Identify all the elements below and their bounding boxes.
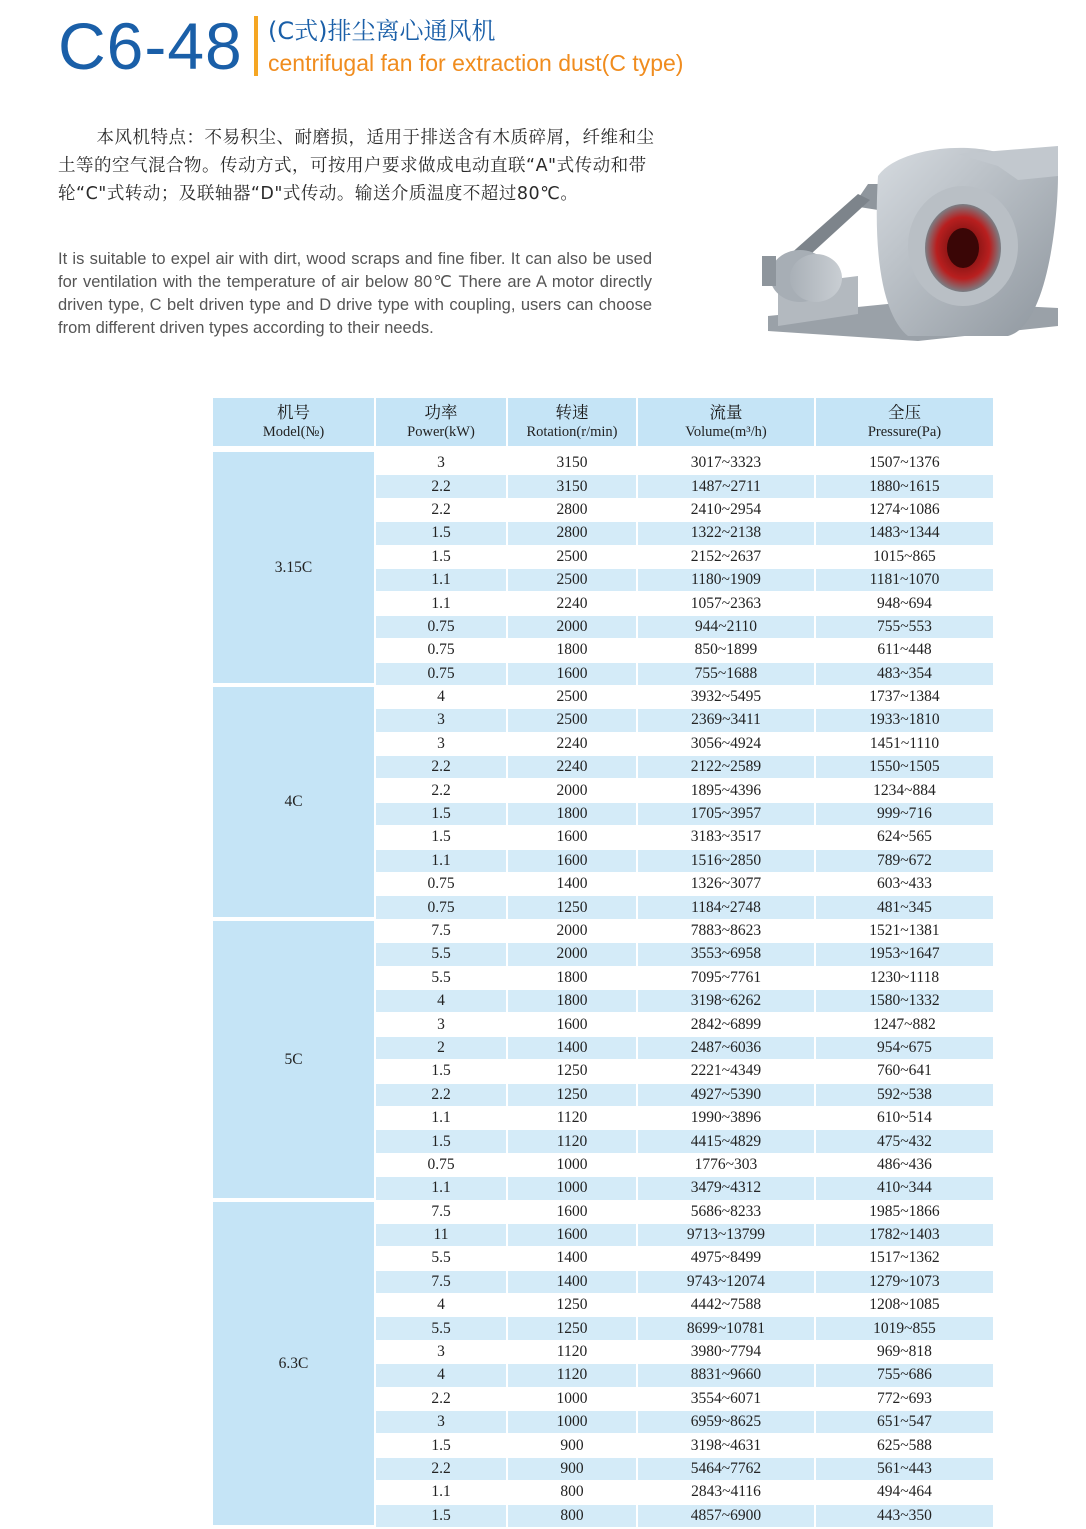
power-cell: 1.1 — [375, 1106, 507, 1129]
title-english: centrifugal fan for extraction dust(C type) — [268, 50, 684, 76]
volume-cell: 2842~6899 — [637, 1013, 815, 1036]
header-volume — [637, 398, 815, 449]
volume-cell: 2221~4349 — [637, 1060, 815, 1083]
table-row — [213, 919, 993, 942]
power-cell: 1.5 — [375, 826, 507, 849]
rotation-cell: 2000 — [507, 943, 637, 966]
volume-cell: 4415~4829 — [637, 1130, 815, 1153]
rotation-cell: 1400 — [507, 1270, 637, 1293]
rotation-cell: 2500 — [507, 685, 637, 708]
rotation-cell: 2000 — [507, 919, 637, 942]
pressure-cell: 603~433 — [815, 873, 993, 896]
rotation-cell: 2000 — [507, 615, 637, 638]
power-cell: 0.75 — [375, 639, 507, 662]
header-cn: 转速 — [555, 403, 589, 422]
power-cell: 2 — [375, 1036, 507, 1059]
volume-cell: 2410~2954 — [637, 498, 815, 521]
power-cell: 1.1 — [375, 592, 507, 615]
rotation-cell: 1600 — [507, 849, 637, 872]
pressure-cell: 772~693 — [815, 1387, 993, 1410]
pressure-cell: 625~588 — [815, 1434, 993, 1457]
rotation-cell: 3150 — [507, 449, 637, 475]
volume-cell: 3056~4924 — [637, 732, 815, 755]
power-cell: 0.75 — [375, 662, 507, 685]
model-cell: 6.3C — [213, 1200, 375, 1527]
rotation-cell: 1400 — [507, 1247, 637, 1270]
rotation-cell: 2240 — [507, 756, 637, 779]
power-cell: 5.5 — [375, 966, 507, 989]
table-row — [213, 1200, 993, 1223]
power-cell: 0.75 — [375, 873, 507, 896]
header-cn: 功率 — [424, 403, 458, 422]
volume-cell: 9713~13799 — [637, 1223, 815, 1246]
power-cell: 0.75 — [375, 1153, 507, 1176]
power-cell: 1.5 — [375, 1130, 507, 1153]
rotation-cell: 1120 — [507, 1340, 637, 1363]
volume-cell: 4927~5390 — [637, 1083, 815, 1106]
rotation-cell: 1120 — [507, 1130, 637, 1153]
power-cell: 1.5 — [375, 802, 507, 825]
rotation-cell: 1400 — [507, 1036, 637, 1059]
pressure-cell: 1019~855 — [815, 1317, 993, 1340]
spec-table — [213, 398, 993, 1529]
volume-cell: 3198~6262 — [637, 989, 815, 1012]
rotation-cell: 1250 — [507, 1083, 637, 1106]
pressure-cell: 610~514 — [815, 1106, 993, 1129]
pressure-cell: 481~345 — [815, 896, 993, 919]
rotation-cell: 1000 — [507, 1153, 637, 1176]
pressure-cell: 611~448 — [815, 639, 993, 662]
rotation-cell: 1600 — [507, 1013, 637, 1036]
rotation-cell: 1250 — [507, 1294, 637, 1317]
pressure-cell: 624~565 — [815, 826, 993, 849]
power-cell: 2.2 — [375, 1457, 507, 1480]
pressure-cell: 1234~884 — [815, 779, 993, 802]
power-cell: 0.75 — [375, 896, 507, 919]
header-en: Rotation(r/min) — [526, 424, 618, 440]
volume-cell: 2843~4116 — [637, 1481, 815, 1504]
header-pressure — [815, 398, 993, 449]
volume-cell: 3932~5495 — [637, 685, 815, 708]
pressure-cell: 755~686 — [815, 1364, 993, 1387]
power-cell: 0.75 — [375, 615, 507, 638]
header-cn: 全压 — [888, 403, 921, 422]
power-cell: 3 — [375, 1411, 507, 1434]
power-cell: 5.5 — [375, 1247, 507, 1270]
pressure-cell: 561~443 — [815, 1457, 993, 1480]
power-cell: 4 — [375, 989, 507, 1012]
volume-cell: 3183~3517 — [637, 826, 815, 849]
volume-cell: 7883~8623 — [637, 919, 815, 942]
pressure-cell: 410~344 — [815, 1177, 993, 1200]
table-body — [213, 449, 993, 1527]
title-chinese: (C式)排尘离心通风机 — [268, 17, 496, 45]
header-en: Model(№) — [262, 424, 325, 440]
table-row — [213, 685, 993, 708]
rotation-cell: 800 — [507, 1481, 637, 1504]
header-model — [213, 398, 375, 449]
rotation-cell: 2800 — [507, 498, 637, 521]
pressure-cell: 1507~1376 — [815, 449, 993, 475]
volume-cell: 1326~3077 — [637, 873, 815, 896]
model-cell: 3.15C — [213, 449, 375, 685]
power-cell: 3 — [375, 1340, 507, 1363]
header-cn: 流量 — [709, 403, 743, 422]
volume-cell: 2152~2637 — [637, 545, 815, 568]
volume-cell: 7095~7761 — [637, 966, 815, 989]
power-cell: 1.5 — [375, 1060, 507, 1083]
volume-cell: 1322~2138 — [637, 522, 815, 545]
pressure-cell: 1521~1381 — [815, 919, 993, 942]
power-cell: 4 — [375, 1364, 507, 1387]
rotation-cell: 1120 — [507, 1106, 637, 1129]
power-cell: 4 — [375, 685, 507, 708]
volume-cell: 3198~4631 — [637, 1434, 815, 1457]
power-cell: 4 — [375, 1294, 507, 1317]
volume-cell: 5686~8233 — [637, 1200, 815, 1223]
volume-cell: 1895~4396 — [637, 779, 815, 802]
volume-cell: 4975~8499 — [637, 1247, 815, 1270]
description-english: It is suitable to expel air with dirt, wood scraps and fine fiber. It can also be used for ventilation with the temperature of air below 80℃ There are A motor directly driven type, C belt driven type and D drive type with coupling, users can choose from different driven types according to their needs. — [58, 250, 652, 337]
power-cell: 3 — [375, 732, 507, 755]
volume-cell: 850~1899 — [637, 639, 815, 662]
model-cell: 5C — [213, 919, 375, 1200]
power-cell: 1.5 — [375, 545, 507, 568]
rotation-cell: 1600 — [507, 826, 637, 849]
rotation-cell: 2000 — [507, 779, 637, 802]
volume-cell: 1057~2363 — [637, 592, 815, 615]
header-en: Pressure(Pa) — [867, 424, 942, 440]
power-cell: 1.1 — [375, 1481, 507, 1504]
volume-cell: 9743~12074 — [637, 1270, 815, 1293]
centrifugal-fan-icon — [758, 136, 1064, 356]
title-divider — [254, 16, 258, 76]
pressure-cell: 1880~1615 — [815, 475, 993, 498]
pressure-cell: 1933~1810 — [815, 709, 993, 732]
volume-cell: 8831~9660 — [637, 1364, 815, 1387]
header-en: Power(kW) — [407, 424, 475, 440]
volume-cell: 2122~2589 — [637, 756, 815, 779]
rotation-cell: 900 — [507, 1434, 637, 1457]
power-cell: 1.1 — [375, 568, 507, 591]
rotation-cell: 1120 — [507, 1364, 637, 1387]
pressure-cell: 443~350 — [815, 1504, 993, 1527]
power-cell: 7.5 — [375, 1200, 507, 1223]
rotation-cell: 1800 — [507, 802, 637, 825]
rotation-cell: 1800 — [507, 989, 637, 1012]
pressure-cell: 954~675 — [815, 1036, 993, 1059]
pressure-cell: 1953~1647 — [815, 943, 993, 966]
volume-cell: 3980~7794 — [637, 1340, 815, 1363]
pressure-cell: 1181~1070 — [815, 568, 993, 591]
rotation-cell: 2800 — [507, 522, 637, 545]
rotation-cell: 1800 — [507, 639, 637, 662]
rotation-cell: 2500 — [507, 568, 637, 591]
power-cell: 7.5 — [375, 1270, 507, 1293]
rotation-cell: 1250 — [507, 1060, 637, 1083]
table-header-row — [213, 398, 993, 449]
rotation-cell: 1000 — [507, 1387, 637, 1410]
rotation-cell: 1000 — [507, 1411, 637, 1434]
pressure-cell: 1279~1073 — [815, 1270, 993, 1293]
volume-cell: 1180~1909 — [637, 568, 815, 591]
power-cell: 2.2 — [375, 475, 507, 498]
volume-cell: 2369~3411 — [637, 709, 815, 732]
rotation-cell: 2500 — [507, 709, 637, 732]
pressure-cell: 1517~1362 — [815, 1247, 993, 1270]
pressure-cell: 1274~1086 — [815, 498, 993, 521]
volume-cell: 3553~6958 — [637, 943, 815, 966]
pressure-cell: 494~464 — [815, 1481, 993, 1504]
volume-cell: 3554~6071 — [637, 1387, 815, 1410]
volume-cell: 1487~2711 — [637, 475, 815, 498]
rotation-cell: 1600 — [507, 1200, 637, 1223]
power-cell: 3 — [375, 709, 507, 732]
pressure-cell: 755~553 — [815, 615, 993, 638]
pressure-cell: 969~818 — [815, 1340, 993, 1363]
description-chinese: 本风机特点：不易积尘、耐磨损，适用于排送含有木质碎屑，纤维和尘土等的空气混合物。传动方式，可按用户要求做成电动直联“A"式传动和带轮“C"式转动；及联轴器“D"式传动。输送介质温度不超过80℃。 — [58, 128, 655, 204]
header-rotation — [507, 398, 637, 449]
volume-cell: 1184~2748 — [637, 896, 815, 919]
pressure-cell: 1451~1110 — [815, 732, 993, 755]
volume-cell: 1516~2850 — [637, 849, 815, 872]
volume-cell: 3479~4312 — [637, 1177, 815, 1200]
power-cell: 2.2 — [375, 756, 507, 779]
power-cell: 1.1 — [375, 1177, 507, 1200]
power-cell: 1.1 — [375, 849, 507, 872]
header-power — [375, 398, 507, 449]
power-cell: 1.5 — [375, 1434, 507, 1457]
rotation-cell: 1250 — [507, 1317, 637, 1340]
model-title: C6-48 — [58, 9, 243, 83]
power-cell: 3 — [375, 449, 507, 475]
volume-cell: 4442~7588 — [637, 1294, 815, 1317]
volume-cell: 755~1688 — [637, 662, 815, 685]
header-en: Volume(m³/h) — [685, 424, 767, 440]
rotation-cell: 900 — [507, 1457, 637, 1480]
pressure-cell: 1208~1085 — [815, 1294, 993, 1317]
pressure-cell: 1230~1118 — [815, 966, 993, 989]
pressure-cell: 592~538 — [815, 1083, 993, 1106]
volume-cell: 2487~6036 — [637, 1036, 815, 1059]
power-cell: 1.5 — [375, 522, 507, 545]
pressure-cell: 760~641 — [815, 1060, 993, 1083]
power-cell: 2.2 — [375, 1387, 507, 1410]
power-cell: 2.2 — [375, 779, 507, 802]
power-cell: 1.5 — [375, 1504, 507, 1527]
power-cell: 2.2 — [375, 1083, 507, 1106]
pressure-cell: 1580~1332 — [815, 989, 993, 1012]
pressure-cell: 1247~882 — [815, 1013, 993, 1036]
header-cn: 机号 — [277, 403, 310, 422]
table-row — [213, 449, 993, 475]
pressure-cell: 651~547 — [815, 1411, 993, 1434]
volume-cell: 1705~3957 — [637, 802, 815, 825]
rotation-cell: 2500 — [507, 545, 637, 568]
pressure-cell: 1483~1344 — [815, 522, 993, 545]
volume-cell: 3017~3323 — [637, 449, 815, 475]
volume-cell: 8699~10781 — [637, 1317, 815, 1340]
rotation-cell: 1400 — [507, 873, 637, 896]
rotation-cell: 2240 — [507, 732, 637, 755]
rotation-cell: 1600 — [507, 662, 637, 685]
power-cell: 5.5 — [375, 1317, 507, 1340]
power-cell: 2.2 — [375, 498, 507, 521]
volume-cell: 1990~3896 — [637, 1106, 815, 1129]
volume-cell: 5464~7762 — [637, 1457, 815, 1480]
rotation-cell: 1000 — [507, 1177, 637, 1200]
rotation-cell: 2240 — [507, 592, 637, 615]
pressure-cell: 948~694 — [815, 592, 993, 615]
volume-cell: 6959~8625 — [637, 1411, 815, 1434]
rotation-cell: 800 — [507, 1504, 637, 1527]
pressure-cell: 789~672 — [815, 849, 993, 872]
pressure-cell: 1737~1384 — [815, 685, 993, 708]
model-cell: 4C — [213, 685, 375, 919]
rotation-cell: 1250 — [507, 896, 637, 919]
rotation-cell: 1600 — [507, 1223, 637, 1246]
rotation-cell: 3150 — [507, 475, 637, 498]
volume-cell: 944~2110 — [637, 615, 815, 638]
volume-cell: 4857~6900 — [637, 1504, 815, 1527]
power-cell: 11 — [375, 1223, 507, 1246]
volume-cell: 1776~303 — [637, 1153, 815, 1176]
power-cell: 5.5 — [375, 943, 507, 966]
power-cell: 7.5 — [375, 919, 507, 942]
rotation-cell: 1800 — [507, 966, 637, 989]
pressure-cell: 1782~1403 — [815, 1223, 993, 1246]
pressure-cell: 486~436 — [815, 1153, 993, 1176]
pressure-cell: 1550~1505 — [815, 756, 993, 779]
pressure-cell: 483~354 — [815, 662, 993, 685]
pressure-cell: 1015~865 — [815, 545, 993, 568]
pressure-cell: 999~716 — [815, 802, 993, 825]
power-cell: 3 — [375, 1013, 507, 1036]
pressure-cell: 475~432 — [815, 1130, 993, 1153]
pressure-cell: 1985~1866 — [815, 1200, 993, 1223]
